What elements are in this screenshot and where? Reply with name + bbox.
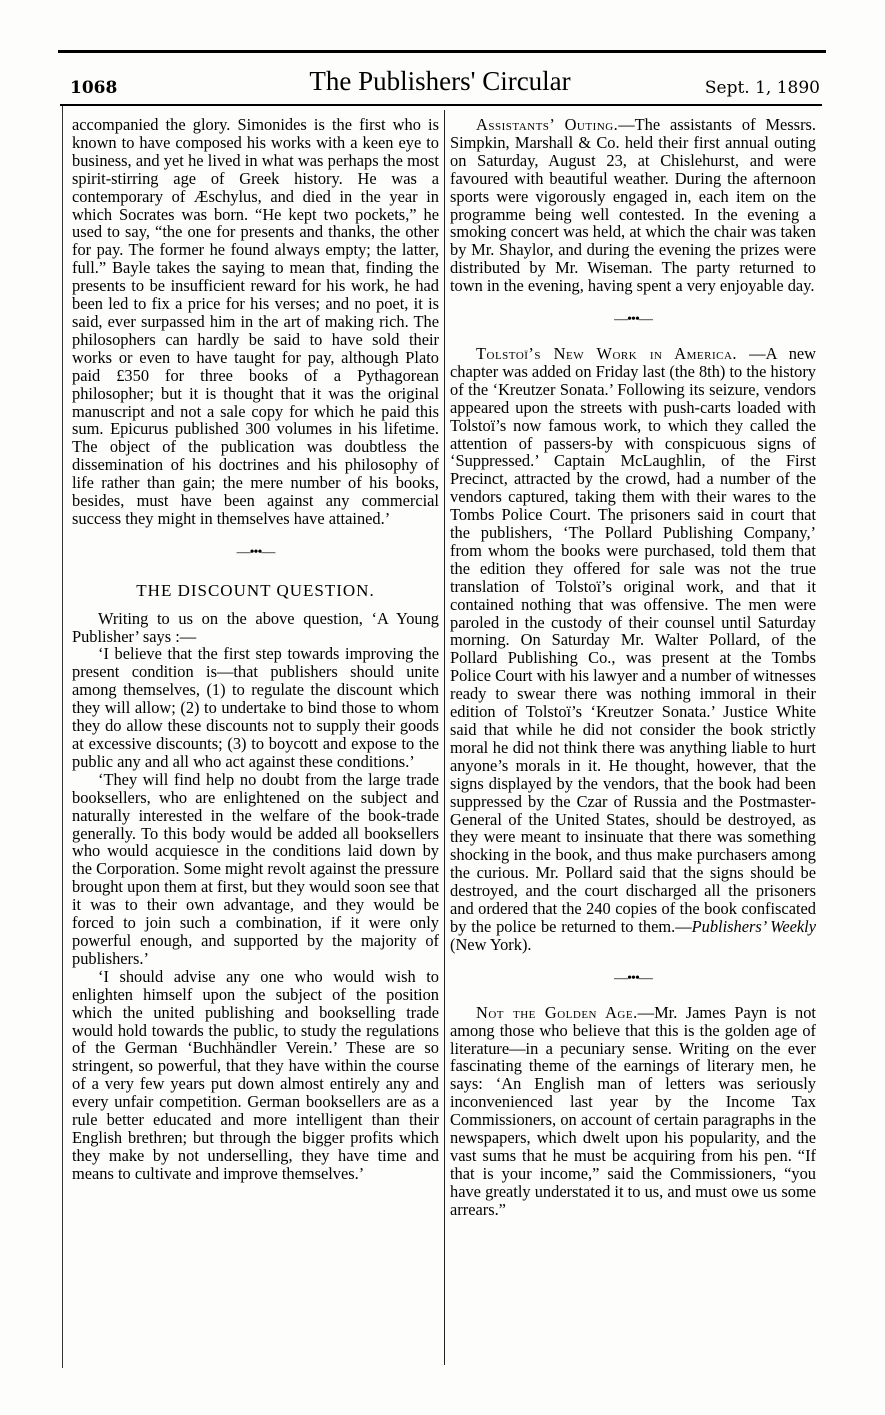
section-heading: THE DISCOUNT QUESTION.	[136, 580, 375, 600]
article-body: —A new chapter was added on Friday last (the 8th) to the history of the ‘Kreutzer Sonata.’ Following its seizure, vendors appeared upon the streets with push-carts loaded with Tolstoï’s now famous work, to which they called the attention of passers-by with conspicuous signs of ‘Suppressed.’ Captain McLaughlin, of the First Precinct, attracted by the crowd, had a number of the vendors captured, taking them with their wares to the Tombs Police Court. The prisoners said in court that the publishers, ‘The Pollard Publishing Company,’ from whom the books were purchased, told them that the edition they offered for sale was not the true translation of Tolstoï’s original work, and that it contained nothing that was offensive. The men were paroled in the custody of their counsel until Saturday morning. On Saturday Mr. Walter Pollard, of the Pollard Publishing Co., was present at the Tombs Police Court with his lawyer and a number of witnesses ready to swear there was nothing immoral in their edition of Tolstoï’s ‘Kreutzer Sonata.’ Justice White said that while he did not consider the book strictly moral he did not think there was anything liable to hurt anyone’s morals in it. He thought, however, that the signs displayed by the vendors, that the book had been suppressed by the Czar of Russia and the Postmaster-General of the United States, should be destroyed, as they were meant to insinuate that there was something shocking in the book, and thus make purchasers among the curious. Mr. Pollard said that the signs should be destroyed, and the court discharged all the prisoners and ordered that the 240 copies of the book confiscated by the police be returned to them.—	[450, 343, 816, 936]
publication-title: The Publishers' Circular	[309, 66, 571, 96]
article-golden-age	[450, 1004, 816, 1219]
issue-date: Sept. 1, 1890	[704, 78, 820, 98]
article-body: —The assistants of Messrs. Simpkin, Marshall & Co. held their first annual outing on Saturday, August 23, at Chislehurst, and were favoured with beautiful weather. During the afternoon sports were vigorously engaged in, each item on the programme being well contested. In the evening a smoking concert was held, at which the chair was taken by Mr. Shaylor, and during the evening the prizes were distributed by Mr. Wiseman. The party returned to town in the evening, having spent a very enjoyable day.	[450, 115, 816, 296]
page-number: 1068	[70, 78, 118, 98]
paragraph: ‘They will find help no doubt from the large trade booksellers, who are enlightened on the subject and naturally interested in the welfare of the book-trade generally. To this body would be added all booksellers who would acquiesce in the conditions laid down by the Corporation. Some might revolt against the pressure brought upon them at first, but they would soon see that it was to their own advantage, and they would be forced to join such a combination, if it were only powerful enough, and supported by the majority of publishers.’	[72, 769, 439, 968]
article-body: —Mr. James Payn is not among those who believe that this is the golden age of literature—in a pecuniary sense. Writing on the ever fascinating theme of the earnings of literary men, he says: ‘An English man of letters was seriously inconvenienced last year by the Income Tax Commissioners, on account of certain paragraphs in the newspapers, which dwelt upon his popularity, and the vast sums that he must be acquiring from his pen. “If that is your income,” said the Commissioners, “you have greatly understated it to us, and must owe us some arrears.”	[450, 1002, 816, 1219]
ornament-divider: —•••—	[614, 970, 652, 986]
paragraph: ‘I should advise any one who would wish to enlighten himself upon the subject of the position which the united publishing and bookselling trade would hold towards the public, to study the regulations of the German ‘Buchhändler Verein.’ These are so stringent, so powerful, that they have within the course of a very few years put down almost entirely any and every unfair competition. German booksellers are as a rule better educated and more intelligent than their English brethren; but through the bigger profits which they make by not underselling, they have time and means to cultivate and improve themselves.’	[72, 966, 439, 1183]
right-column	[450, 116, 816, 1219]
ornament-divider: —•••—	[614, 312, 652, 328]
article-assistants-outing	[450, 116, 816, 295]
column-divider	[444, 110, 445, 1365]
left-column	[72, 116, 439, 1183]
page-header	[60, 60, 820, 104]
article-title: Assistants’ Outing.	[476, 115, 619, 134]
source-citation: Publishers’ Weekly	[691, 916, 817, 936]
ornament-divider: —•••—	[236, 544, 275, 560]
source-place: (New York).	[450, 934, 532, 954]
article-continuation: accompanied the glory. Simonides is the first who is known to have composed his works with a keen eye to business, and yet he lived in what was perhaps the most spirit-stirring age of Greek history. He was a contemporary of Æschylus, and died in the year in which Socrates was born. “He kept two pockets,” he used to say, “the one for presents and thanks, the other for pay. The former he found always empty; the latter, full.” Bayle takes the saying to mean that, finding the presents to be insufficient reward for his work, he had been led to fix a price for his verses; and no poet, it is said, ever surpassed him in the art of making rich. The philosophers can hardly be said to have sold their works or even to have taught for pay, although Plato paid £350 for three books of a Pythagorean philosopher; but it is thought that it was the original manuscript and not a sale copy for which he paid this sum. Epicurus published 300 volumes in his lifetime. The object of the publication was doubtless the dissemination of his doctrines and his philosophy of life rather than gain; the mere number of his books, besides, must have been against any commercial success they might in themselves have attained.’	[72, 115, 439, 528]
header-rule	[60, 104, 822, 106]
article-tolstoi	[450, 345, 816, 954]
article-title: Not the Golden Age.	[476, 1002, 638, 1022]
paragraph: Writing to us on the above question, ‘A Young Publisher’ says :—	[72, 608, 439, 646]
left-border	[62, 106, 63, 1368]
paragraph: ‘I believe that the first step towards improving the present condition is—that publishers should unite among themselves, (1) to regulate the discount which they will allow; (2) to undertake to bind those to whom they do allow these discounts not to supply their goods at excessive discounts; (3) to boycott and expose to the public any and all who act against these conditions.’	[72, 644, 439, 771]
article-title: Tolstoï’s New Work in America.	[476, 343, 737, 363]
top-rule	[58, 50, 826, 53]
